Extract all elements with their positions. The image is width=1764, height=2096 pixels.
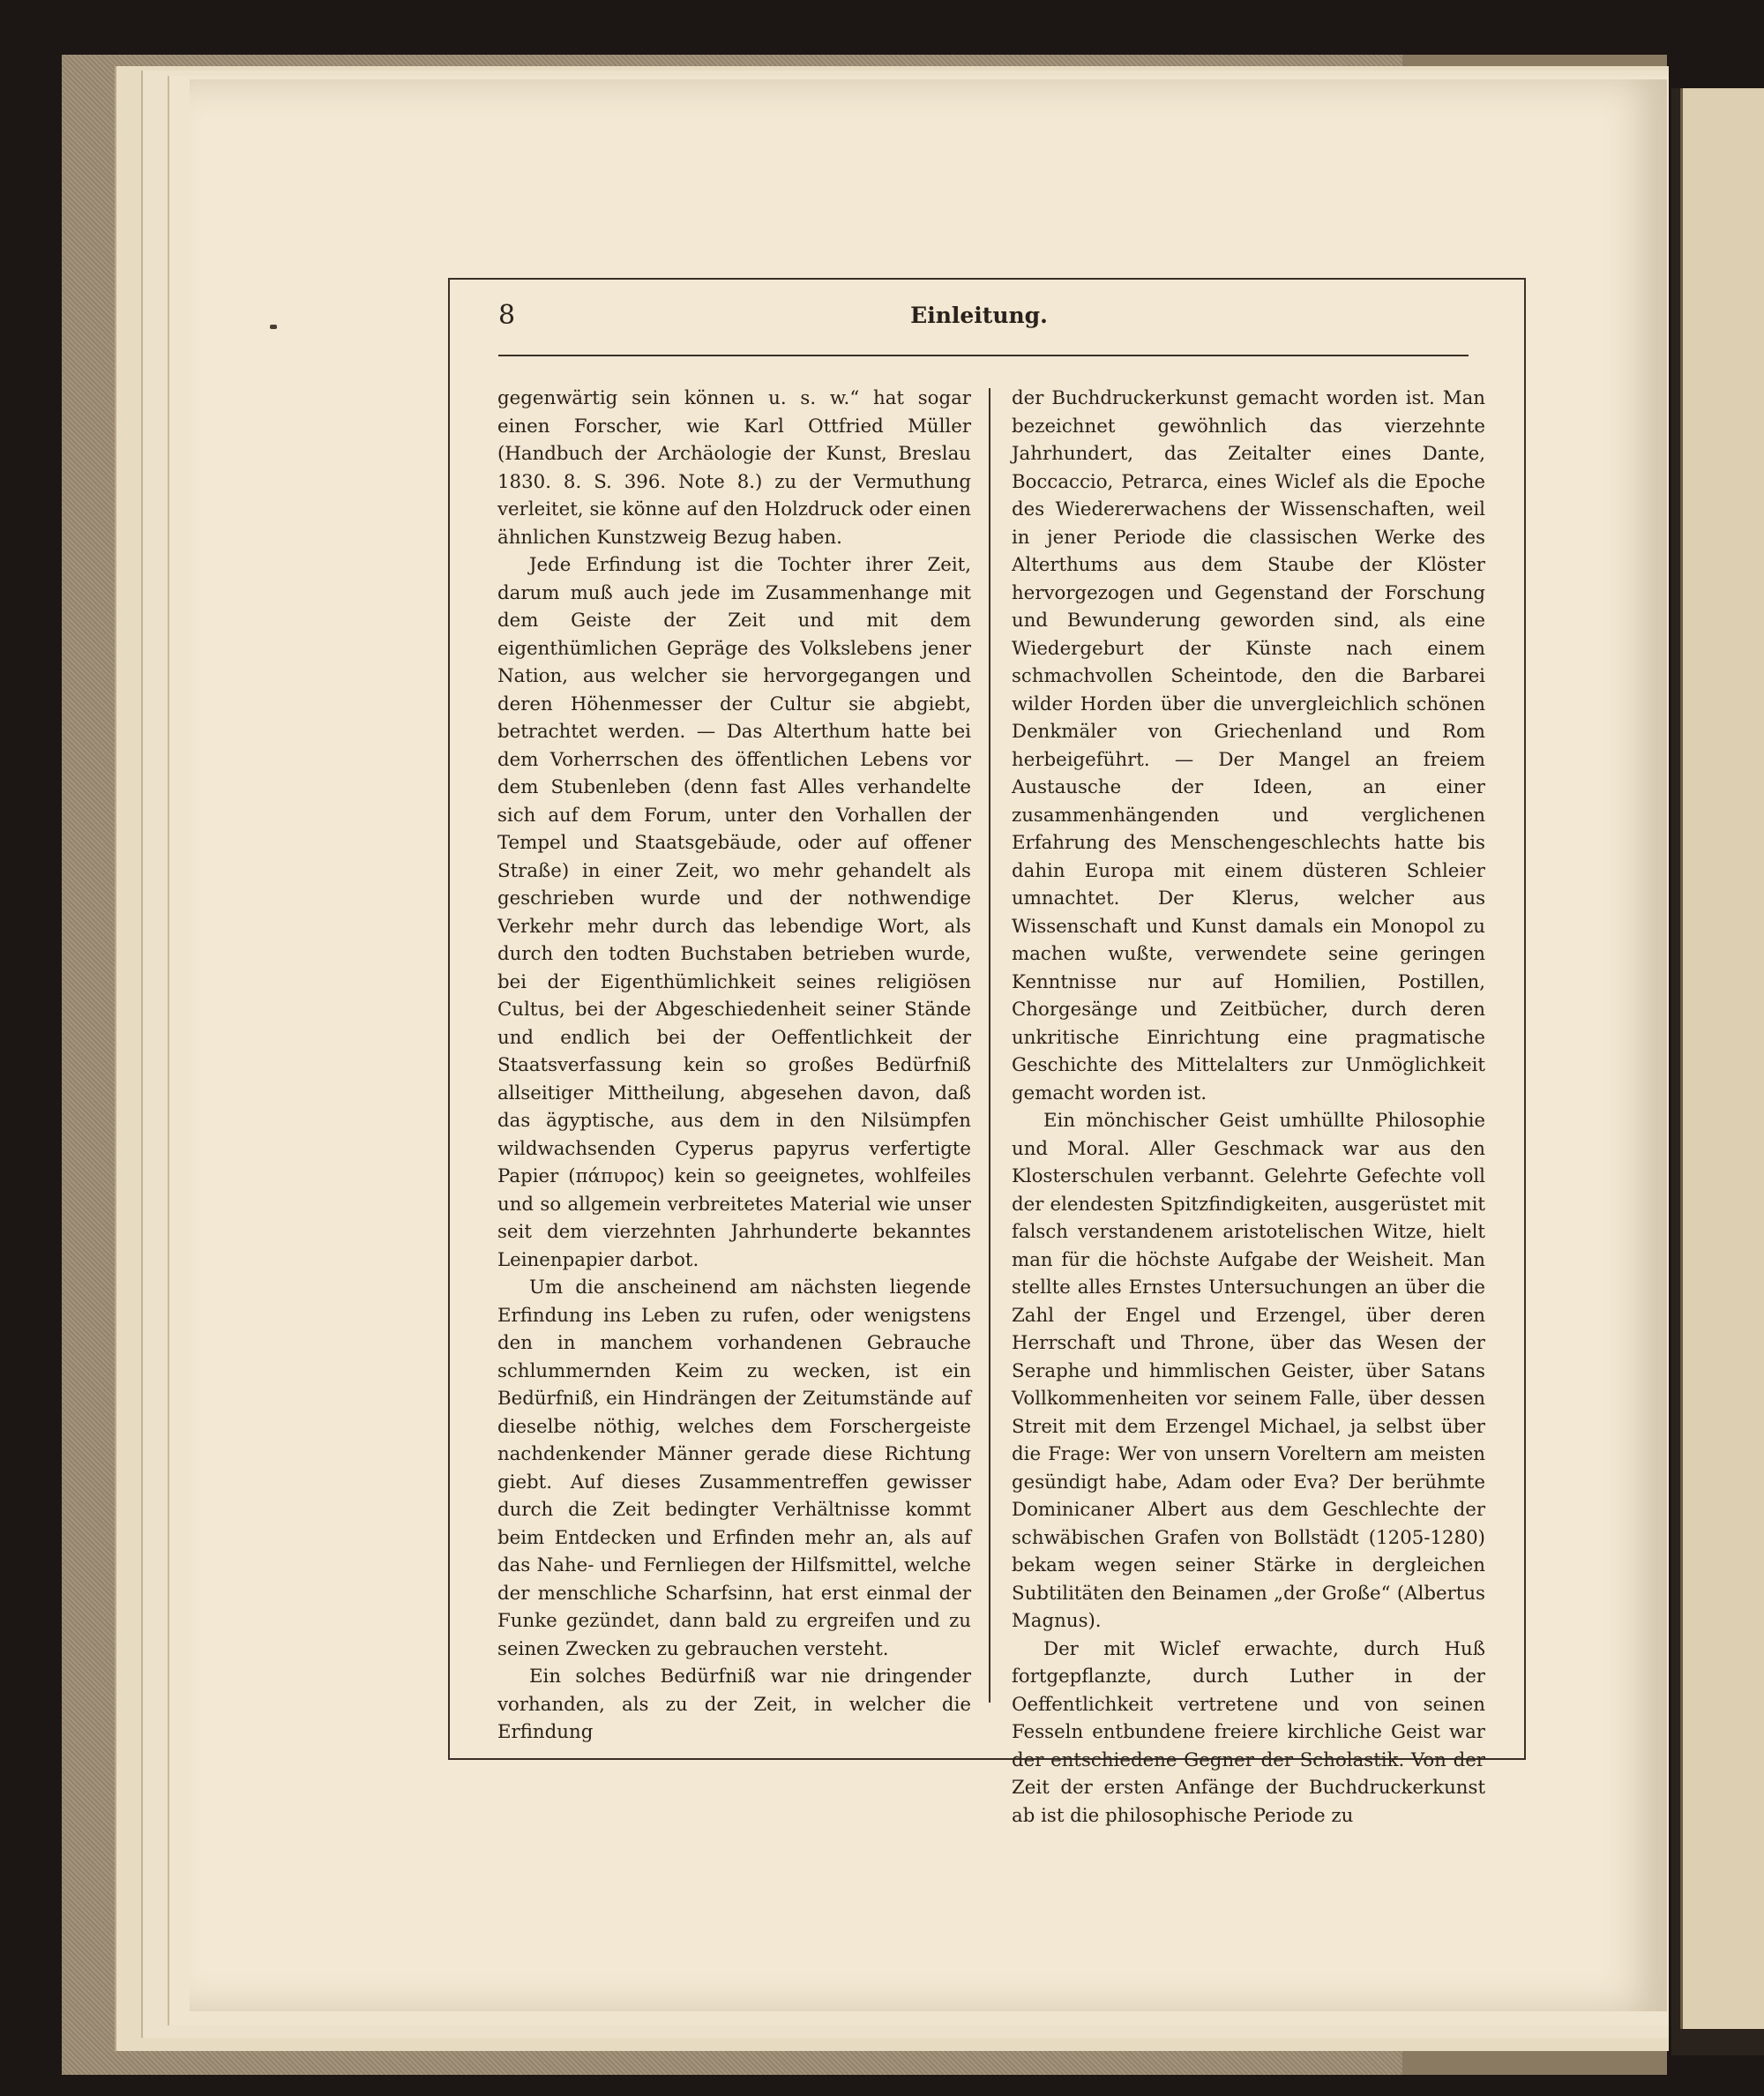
paragraph: Jede Erfindung ist die Tochter ihrer Zeit, darum muß auch jede im Zusammenhange mit dem Geiste der Zeit und mit dem eigenthümlichen Gepräge des Volkslebens jener Nation, aus welcher sie hervorgegangen und deren Höhenmesser der Cultur sie abgiebt, betrachtet werden. — Das Alterthum hatte bei dem Vorherrschen des öffentlichen Lebens vor dem Stubenleben (denn fast Alles verhandelte sich auf dem Forum, unter den Vorhallen der Tempel und Staatsgebäude, oder auf offener Straße) in einer Zeit, wo mehr gehandelt als geschrieben wurde und der nothwendige Verkehr mehr durch das lebendige Wort, als durch den todten Buchstaben betrieben wurde, bei der Eigenthümlichkeit seines religiösen Cultus, bei der Abgeschiedenheit seiner Stände und endlich bei der Oeffentlichkeit der Staatsverfassung kein so großes Bedürfniß allseitiger Mittheilung, abgesehen davon, daß das ägyptische, aus dem in den Nilsümpfen wildwachsenden Cyperus papyrus verfertigte Papier (πάπυρος) kein so geeignetes, wohlfeiles und so allgemein verbreitetes Material wie unser seit dem vierzehnten Jahrhunderte bekanntes Leinenpapier darbot. xyxy=(497,554,971,1271)
running-title: Einleitung. xyxy=(910,303,1048,328)
left-column xyxy=(497,385,971,1747)
facing-page-edge xyxy=(1680,88,1764,2029)
paragraph: Der mit Wiclef erwachte, durch Huß fortgepflanzte, durch Luther in der Oeffentlichkeit vertretene und von seinen Fesseln entbundene freiere kirchliche Geist war der entschiedene Gegner der Scholastik. Von der Zeit der ersten Anfänge der Buchdruckerkunst ab ist die philosophische Periode zu xyxy=(1012,1637,1485,1827)
paragraph: der Buchdruckerkunst gemacht worden ist. Man bezeichnet gewöhnlich das vierzehnte Jahrhundert, das Zeitalter eines Dante, Boccaccio, Petrarca, eines Wiclef als die Epoche des Wiedererwachens der Wissenschaften, weil in jener Periode die classischen Werke des Alterthums aus dem Staube der Klöster hervorgezogen und Gegenstand der Forschung und Bewunderung geworden sind, als eine Wiedergeburt der Künste nach einem schmachvollen Scheintode, den die Barbarei wilder Horden über die unvergleichlich schönen Denkmäler von Griechenland und Rom herbeigeführt. — Der Mangel an freiem Austausche der Ideen, an einer zusammenhängenden und verglichenen Erfahrung des Menschengeschlechts hatte bis dahin Europa mit einem düsteren Schleier umnachtet. Der Klerus, welcher aus Wissenschaft und Kunst damals ein Monopol zu machen wußte, verwendete seine geringen Kenntnisse nur auf Homilien, Postillen, Chorgesänge und Zeitbücher, durch deren unkritische Einrichtung eine pragmatische Geschichte des Mittelalters zur Unmöglichkeit gemacht worden ist. xyxy=(1012,387,1485,1104)
column-divider xyxy=(989,388,990,1703)
paragraph: gegenwärtig sein können u. s. w.“ hat sogar einen Forscher, wie Karl Ottfried Müller (Handbuch der Archäologie der Kunst, Breslau 1830. 8. S. 396. Note 8.) zu der Vermuthung verleitet, sie könne auf den Holzdruck oder einen ähnlichen Kunstzweig Bezug haben. xyxy=(497,387,971,549)
page-number: 8 xyxy=(498,300,516,331)
paragraph: Um die anscheinend am nächsten liegende Erfindung ins Leben zu rufen, oder wenigstens den in manchem vorhandenen Gebrauche schlummernden Keim zu wecken, ist ein Bedürfniß, ein Hindrängen der Zeitumstände auf dieselbe nöthig, welches dem Forschergeiste nachdenkender Männer gerade diese Richtung giebt. Auf dieses Zusammentreffen gewisser durch die Zeit bedingter Verhältnisse kommt beim Entdecken und Erfinden mehr an, als auf das Nahe- und Fernliegen der Hilfsmittel, welche der menschliche Scharfsinn, hat erst einmal der Funke gezündet, dann bald zu ergreifen und zu seinen Zwecken zu gebrauchen versteht. xyxy=(497,1276,971,1660)
paragraph: Ein solches Bedürfniß war nie dringender vorhanden, als zu der Zeit, in welcher die Erfindung xyxy=(497,1666,971,1743)
ink-speck xyxy=(270,325,277,329)
paragraph: Ein mönchischer Geist umhüllte Philosophie und Moral. Aller Geschmack war aus den Klosterschulen verbannt. Gelehrte Gefechte voll der elendesten Spitzfindigkeiten, ausgerüstet mit falsch verstandenem aristotelischen Witze, hielt man für die höchste Aufgabe der Weisheit. Man stellte alles Ernstes Untersuchungen an über die Zahl der Engel und Erzengel, über deren Herrschaft und Throne, über das Wesen der Seraphe und himmlischen Geister, über Satans Vollkommenheiten vor seinem Falle, über dessen Streit mit dem Erzengel Michael, ja selbst über die Frage: Wer von unsern Voreltern am meisten gesündigt habe, Adam oder Eva? Der berühmte Dominicaner Albert aus dem Geschlechte der schwäbischen Grafen von Bollstädt (1205-1280) bekam wegen seiner Stärke in dergleichen Subtilitäten den Beinamen „der Große“ (Albertus Magnus). xyxy=(1012,1110,1485,1632)
header-rule xyxy=(498,355,1469,356)
right-column xyxy=(1012,385,1485,1830)
